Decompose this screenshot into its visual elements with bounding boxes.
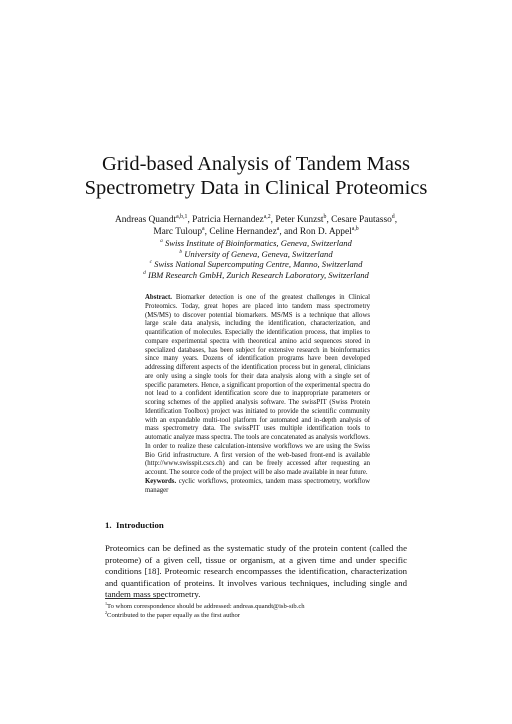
author-name: Marc Tuloup [153,227,203,237]
author-separator: , [394,215,398,225]
affiliation-list [90,238,422,280]
title-line-2: Spectrometry Data in Clinical Proteomics [84,177,428,199]
author-separator: , [187,215,193,225]
author-name: Andreas Quandt [114,215,177,225]
abstract-text: Biomarker detection is one of the greatest challenges in Clinical Proteomics. Today, great hopes are placed into tandem mass spectrometry (MS/MS) to discover potential biomarkers. MS/MS is a technique that allows large scale data analysis, including the identification, characterization, and quantification of molecules. Especially the identification process, that implies to compare experimental spectra with theoretical amino acid sequences stored in specialized databases, has been subject for extensive research in bioinformatics since many years. Dozens of identification programs have been developed addressing different aspects of the identification process but in general, clinicians are only using a single tools for their data analysis along with a single set of specific parameters. Hence, a significant proportion of the experimental spectra do not lead to a confident identification score due to inappropriate parameters or scoring schemes of the applied analysis software. The swissPIT (Swiss Protein Identification Toolbox) project was initiated to provide the scientific community with an expandable multi-tool platform for automated and in-depth analysis of mass spectrometry data. The swissPIT uses multiple identification tools to automatic analyze mass spectra. The tools are concatenated as analysis workflows. In order to realize these calculation-intensive workflows we are using the Swiss Bio Grid infrastructure. A first version of the web-based front-end is available (http://www.swisspit.cscs.ch) and can be freely accessed after requesting an account. The source code of the project will be also made available in near future. [145,294,370,476]
affiliation-mark: a [160,238,163,245]
author-name: Patricia Hernandez [192,215,264,225]
footnote-mark: 2 [105,609,108,615]
affiliation-mark: c [149,259,152,266]
author-name: Peter Kunzst [275,215,324,225]
footnote-text: Contributed to the paper equally as the first author [107,612,240,619]
affiliation-text: University of Geneva, Geneva, Switzerland [184,248,333,259]
affiliation [90,270,422,281]
affiliation-mark: d [143,269,146,276]
affiliation-text: Swiss National Supercomputing Centre, Manno, Switzerland [154,259,363,269]
intro-paragraph: Proteomics can be defined as the systematic study of the protein content (called the proteome) of a given cell, tissue or organism, at a given time and under specific conditions [18]. Proteomic research encompasses the identification, characterization and quantification of proteins. It involves various techniques, including single and tandem mass spectrometry. [105,543,407,600]
affiliation [90,259,422,270]
author-affil-mark: d [391,213,395,220]
author-name: Ron D. Appel [299,227,352,237]
author-affil-mark: a,b [351,225,359,232]
author-name: Celine Hernandez [209,227,277,237]
author-affil-mark: b [323,213,327,220]
affiliation [90,238,422,249]
abstract-label: Abstract. [145,294,172,301]
author-affil-mark: a [276,225,280,232]
author-separator: , [270,215,276,225]
author-affil-mark: a,2 [263,213,271,220]
author-affil-mark: a [202,225,205,232]
footnote-mark: 1 [105,600,108,606]
keywords-label: Keywords. [145,478,177,485]
footnote [105,611,415,620]
affiliation-text: Swiss Institute of Bioinformatics, Geneva, Switzerland [164,238,352,248]
affiliation [90,249,422,260]
keywords-text: cyclic workflows, proteomics, tandem mass spectrometry, workflow manager [145,478,371,494]
footnote-text: To whom correspondence should be addressed: andreas.quandt@isb-sib.ch [107,603,305,610]
footnotes [105,602,415,620]
footnote [105,602,415,611]
paper-title [60,152,452,200]
footnote-rule [105,598,165,599]
author-separator: , [326,215,332,225]
author-affil-mark: a,b,1 [176,213,188,220]
author-list [80,214,432,238]
author-separator: , [204,227,210,237]
abstract [145,294,370,478]
title-line-1: Grid-based Analysis of Tandem Mass [102,153,410,175]
author-name: Cesare Pautasso [331,215,392,225]
section-number: 1. [105,520,112,530]
author-separator: , and [279,227,300,237]
section-heading [105,520,164,530]
affiliation-mark: b [179,248,183,255]
section-title: Introduction [116,520,164,530]
keywords [145,477,370,495]
affiliation-text: IBM Research GmbH, Zurich Research Laboratory, Switzerland [147,269,369,280]
